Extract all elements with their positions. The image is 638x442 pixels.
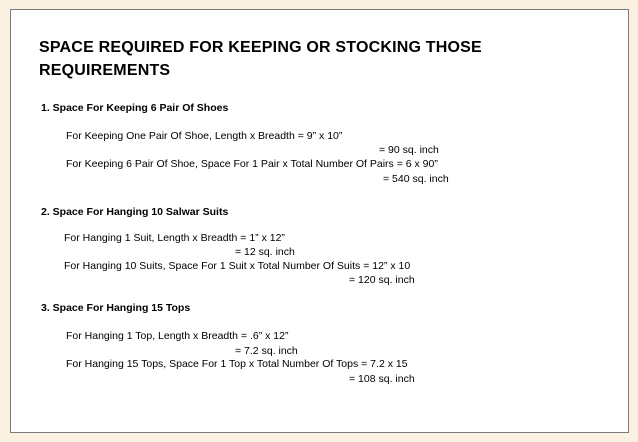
section-2-result-2: = 120 sq. inch	[349, 274, 415, 286]
title-line-1: SPACE REQUIRED FOR KEEPING OR STOCKING THOSE	[39, 39, 482, 56]
section-1-result-1: = 90 sq. inch	[379, 144, 439, 156]
section-3-result-2: = 108 sq. inch	[349, 373, 415, 385]
section-1-line-2: For Keeping 6 Pair Of Shoe, Space For 1 Pair x Total Number Of Pairs = 6 x 90”	[66, 158, 438, 170]
section-2-result-1: = 12 sq. inch	[235, 246, 295, 258]
section-3-result-1: = 7.2 sq. inch	[235, 345, 298, 357]
section-1-result-2: = 540 sq. inch	[383, 173, 449, 185]
section-1-line-1: For Keeping One Pair Of Shoe, Length x Breadth = 9” x 10”	[66, 130, 343, 142]
slide	[10, 9, 629, 433]
section-3-line-2: For Hanging 15 Tops, Space For 1 Top x Total Number Of Tops = 7.2 x 15	[66, 358, 408, 370]
slide-title	[39, 36, 559, 82]
section-2-line-2: For Hanging 10 Suits, Space For 1 Suit x Total Number Of Suits = 12” x 10	[64, 260, 411, 272]
section-3-line-1: For Hanging 1 Top, Length x Breadth = .6” x 12”	[66, 330, 289, 342]
section-3-heading: 3. Space For Hanging 15 Tops	[41, 302, 191, 314]
section-2-line-1: For Hanging 1 Suit, Length x Breadth = 1” x 12”	[64, 232, 285, 244]
section-1-heading: 1. Space For Keeping 6 Pair Of Shoes	[41, 102, 229, 114]
section-2-heading: 2. Space For Hanging 10 Salwar Suits	[41, 206, 229, 218]
title-line-2: REQUIREMENTS	[39, 62, 171, 79]
